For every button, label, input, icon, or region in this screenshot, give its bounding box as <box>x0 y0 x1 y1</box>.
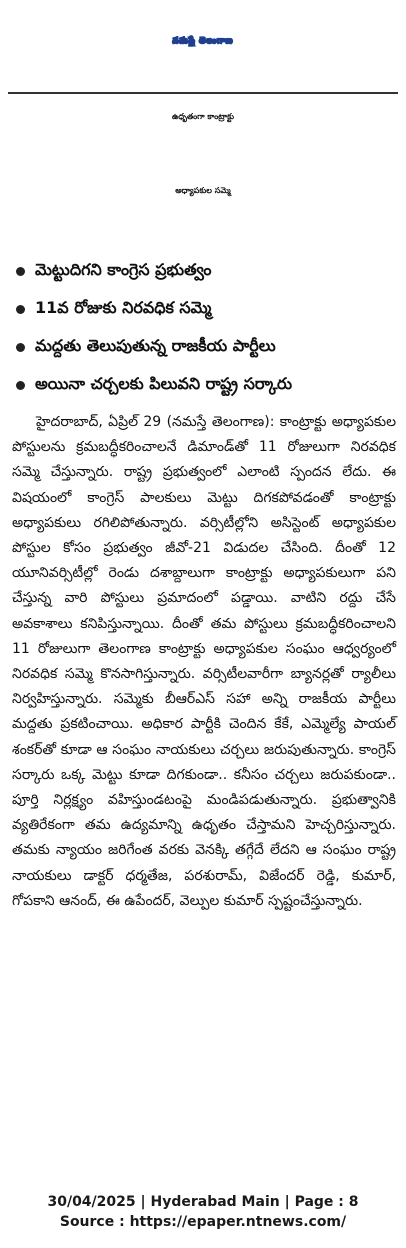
source-link[interactable]: Source : https://epaper.ntnews.com/ <box>59 1214 347 1230</box>
bullet-dot-icon <box>16 343 25 352</box>
article-paragraph: హైదరాబాద్, ఏప్రిల్ 29 (నమస్తే తెలంగాణ): కాంట్రాక్టు అధ్యాపకుల పోస్టులను క్రమబద్ధీకరించాలనే డిమాండ్‌తో 11 రోజులుగా నిరవధిక సమ్మె చేస్తున్నారు. రాష్ట్ర ప్రభుత్వంలో ఎలాంటి స్పందన లేదు. ఈ విషయంలో కాంగ్రెస్ పాలకులు మెట్టు దిగకపోవడంతో కాంట్రాక్టు అధ్యాపకులు రగిలిపోతున్నారు. వర్సిటీల్లోని అసిస్టెంట్ అధ్యాపకుల పోస్టుల కోసం ప్రభుత్వం జీవో-21 విడుదల చేసింది. దీంతో 12 యూనివర్సిటీల్లో రెండు దశాబ్దాలుగా కాంట్రాక్టు అధ్యాపకులుగా పని చేస్తున్న వారి పోస్టులు ప్రమాదంలో పడ్డాయి. వాటిని రద్దు చేసే అవకాశాలు కనిపిస్తున్నాయి. దీంతో తమ పోస్టులు క్రమబద్ధీకరించాలని 11 రోజులుగా తెలంగాణ కాంట్రాక్టు అధ్యాపకుల సంఘం ఆధ్వర్యంలో నిరవధిక సమ్మె కొనసాగిస్తున్నారు. వర్సిటీలవారీగా బ్యానర్లతో ర్యాలీలు నిర్వహిస్తున్నారు. సమ్మెకు బీఆర్ఎస్ సహా అన్ని రాజకీయ పార్టీలు మద్దతు ప్రకటించాయి. అధికార పార్టీకి చెందిన కేకే, ఎమ్మెల్యే పాయల్ శంకర్‌తో కూడా ఆ సంఘం నాయకులు చర్చలు జరుపుతున్నారు. కాంగ్రెస్ సర్కారు ఒక్క మెట్టు కూడా దిగకుండా.. కనీసం చర్చలు జరుపకుండా.. పూర్తి నిర్లక్ష్యం వహిస్తుండటంపై మండిపడుతున్నారు. ప్రభుత్వానికి వ్యతిరేకంగా తమ ఉద్యమాన్ని ఉధృతం చేస్తామని హెచ్చరిస్తున్నారు. తమకు న్యాయం జరిగేంత వరకు వెనక్కి తగ్గేదే లేదని ఆ సంఘం రాష్ట్ర నాయకులు డాక్టర్ ధర్మతేజ, పరశురామ్, విజేందర్ రెడ్డి, కుమార్, గోపకాని ఆనంద్, ఈ ఉపేందర్, వెల్పుల కుమార్ స్పష్టంచేస్తున్నారు. <box>12 414 396 909</box>
headline-line-1: ఉధృతంగా కాంట్రాక్టు <box>171 112 235 121</box>
bullet-dot-icon <box>16 381 25 390</box>
bullet-item <box>16 366 396 404</box>
bullet-dot-icon <box>16 305 25 314</box>
bullet-item <box>16 328 396 366</box>
masthead-divider <box>8 92 398 94</box>
headline-line-2: అధ్యాపకుల సమ్మె <box>175 186 231 195</box>
edition-info: 30/04/2025 | Hyderabad Main | Page : 8 <box>47 1194 359 1210</box>
bullet-item <box>16 290 396 328</box>
bullet-dot-icon <box>16 267 25 276</box>
bullet-list <box>16 252 396 404</box>
article-body <box>12 410 396 914</box>
bullet-text: అయినా చర్చలకు పిలువని రాష్ట్ర సర్కారు <box>35 373 293 393</box>
bullet-text: మెట్టుదిగని కాంగ్రెస ప్రభుత్వం <box>35 259 212 279</box>
newspaper-masthead: నమస్తే తెలంగాణ <box>172 36 234 45</box>
bullet-text: 11వ రోజుకు నిరవధిక సమ్మె <box>35 297 212 317</box>
bullet-text: మద్దతు తెలుపుతున్న రాజకీయ పార్టీలు <box>35 335 276 355</box>
bullet-item <box>16 252 396 290</box>
